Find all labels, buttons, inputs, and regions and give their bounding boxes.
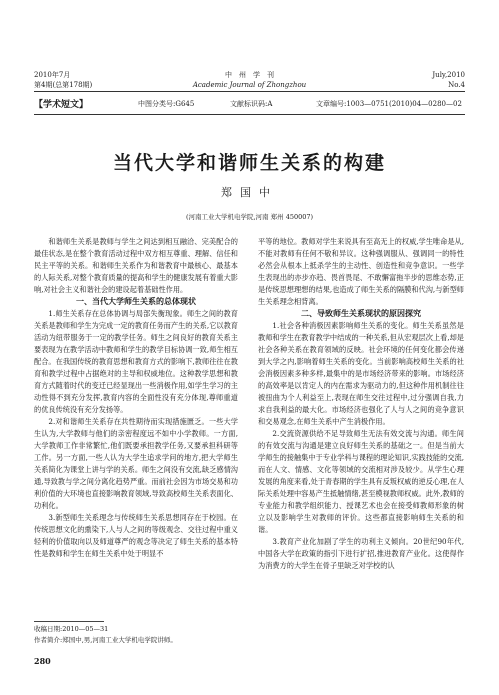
paragraph-continued: 平等的地位。教师对学生来说具有至高无上的权威,学生唯命是从,不能对教师有任何不敬和异议。这种强调服从、强调同一的特性必然会从根本上抵杀学生的主动性、创造性和竞争意识。一些学生表现出的亦步亦趋、畏首畏尾、不敢懈富拖半步的思维态势,正是传统思想理想的结果,也造成了师生关系的隔膜和代沟,与新型师生关系理念相背离。 (258, 237, 464, 306)
journal-name-en: Academic Journal of Zhongzhou (192, 81, 307, 89)
issue-number-en: No.4 (448, 81, 465, 89)
header-rule (34, 91, 465, 92)
intro-paragraph: 和谐师生关系是教师与学生之间达到相互融洽、完美配合的最佳状态,是在整个教育活动过程中双方相互尊重、理解、信任和民主平等的关系。和谐师生关系作为和谐教育中最核心、最基本的人际关系,对整个教育质量的提高和学生的健康发展有着重大影响,对社会主义和谐社会的建设起着基础性作用。 (34, 237, 238, 294)
received-date: 收稿日期:2010—05—31 (34, 625, 109, 633)
left-column (34, 236, 238, 560)
section-heading-1: 一、当代大学师生关系的总体现状 (76, 297, 196, 306)
paragraph: 3.教育产业化加剧了学生的功利主义倾向。20世纪90年代,中国各大学在政策的指引下进行扩招,推进教育产业化。这使得作为消费方的大学生在骨子里缺乏对学校的认 (258, 537, 464, 570)
right-column (258, 236, 464, 572)
issue-date-en: July,2010 (432, 71, 465, 79)
paragraph: 2.交流资源供给不足导致师生无法有效交流与沟通。师生间的有效交流与沟通是建立良好师生关系的基础之一。但是当前大学师生的接触集中于专业学科与课程的理论知识,实践技能的交流,而在人文、情感、文化等领域的交流相对涉及较少。从学生心理发展的角度来看,处于青春期的学生具有反叛权威的逆反心理,在人际关系处理中容易产生抵触情绪,甚至模视教师权威。此外,教师的专业能力和教学组织能力、授课艺术也会在接受师教师形象的树立以及影响学生对教师的评价。这些都直接影响师生关系的和谐。 (258, 429, 464, 534)
paragraph: 1.师生关系存在总体协调与局部失衡现象。师生之间的教育关系是教师和学生为完成一定的教育任务而产生的关系,它以教育活动为纽带服务于一定的教学任务。师生之间良好的教育关系主要表现为在教学活动中教师和学生的教学目标协调一致,师生相互配合。在我国传统的教育思想和教育方式的影响下,教师往往在教育和教学过程中占据绝对的主导和权威地位。这种教学思想和教育方式随着时代的变迁已经显现出一些消极作用,如学生学习的主动性得不到充分发挥,教育内容的全面性没有充分体现,尊师重道的优良传统没有充分发扬等。 (34, 309, 238, 414)
article-meta (34, 98, 465, 110)
section-heading-2: 二、导致师生关系现状的原因探究 (301, 309, 421, 318)
header-right (432, 70, 465, 90)
paragraph: 3.新型师生关系理念与传统师生关系思想同存在于校园。在传统思想文化的熏染下,人与人之间的等级观念、交往过程中重义轻利的价值取向以及师道尊严的观念等决定了师生关系的基本特性是教师和学生在师生关系中处于明显不 (34, 513, 238, 558)
meta-rule (34, 114, 465, 115)
issue-date: 2010年7月 (34, 71, 71, 79)
author-name: 郑国中 (221, 186, 278, 199)
paragraph: 2.对和谐师生关系存在共性期待而实现措施匮乏。一些大学生认为,大学教师与他们的亲密程度远不如中小学教师。一方面,大学教师工作非常繁忙,他们既要承担教学任务,又要承担科研等工作。另一方面,一些人认为大学生追求学问的地方,把大学师生关系简化为课堂上讲与学的关系。师生之间没有交流,缺乏感情沟通,导致教与学之间分离化趋势严重。而前社会因为市场交易和功利价值的大环境也直接影响教育领域,导致高校师生关系表面化、功利化。 (34, 417, 238, 510)
journal-name-cn: 中 州 学 刊 (225, 71, 274, 79)
article-number: 文章编号:1003—0751(2010)04—0280—02 (316, 100, 462, 108)
column-tag: 【学术短文】 (34, 100, 89, 110)
running-header (34, 70, 465, 92)
header-center (34, 70, 465, 90)
article-title: 当代大学和谐师生关系的构建 (112, 152, 386, 174)
document-code: 文献标识码:A (230, 100, 273, 108)
page-number: 280 (34, 656, 51, 666)
author-affiliation: (河南工业大学机电学院,河南 郑州 450007) (185, 213, 314, 221)
issue-number: 第4期(总第178期) (34, 81, 93, 89)
author-bio: 作者简介:郑国中,男,河南工业大学机电学院讲师。 (34, 636, 177, 644)
paragraph: 1.社会各种消极因素影响师生关系的变化。师生关系虽然是教师和学生在教育教学中结成的一种关系,但从宏观层次上看,却是社会各种关系在教育领域的反映。社会环境的任何变化都会传递到大学之内,影响着师生关系的变化。当前影响高校师生关系的社会消极因素多种多样,最集中的是市场经济带来的影响。市场经济的高效率是以肯定人的内在需求为驱动力的,但这种作用机制往往被扭曲为个人利益至上,表现在师生交往过程中,过分强调自我,力求自我利益的最大化。市场经济也强化了人与人之间的竞争意识和交易观念,在师生关系中产生消极作用。 (258, 321, 464, 426)
clc-number: 中图分类号:G645 (138, 100, 195, 108)
footnote-rule (34, 621, 104, 622)
